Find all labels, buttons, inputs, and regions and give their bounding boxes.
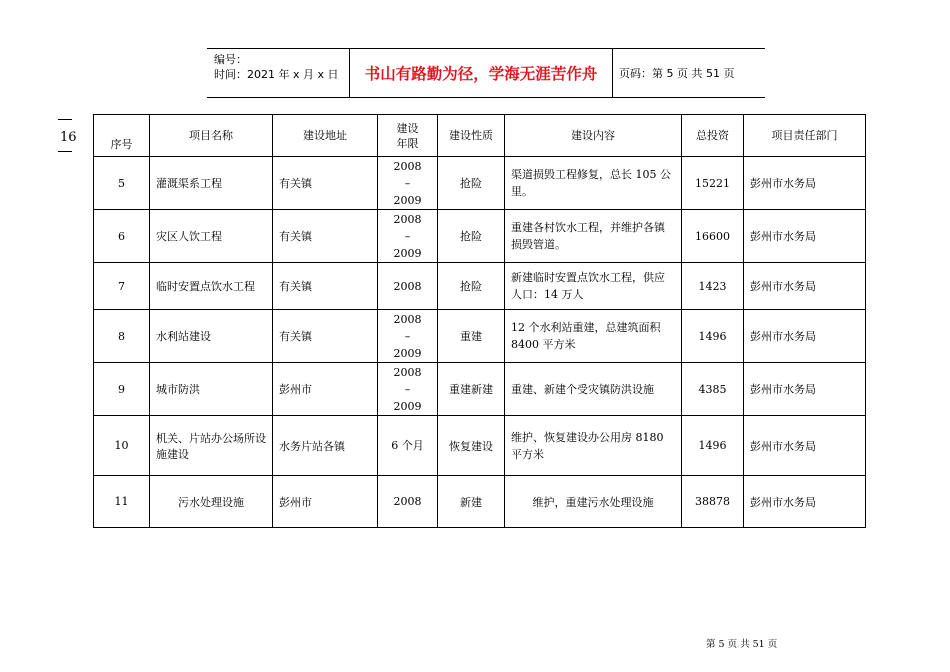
table-row [94,310,866,363]
cell-no: 10 [94,416,150,476]
year-line: – [404,176,411,190]
col-header-years: 建设 年限 [378,115,438,157]
cell-no: 8 [94,310,150,363]
cell-investment: 4385 [682,363,744,416]
cell-content: 重建、新建个受灾镇防洪设施 [505,363,682,416]
cell-dept: 彭州市水务局 [744,310,866,363]
table-row [94,210,866,263]
cell-content: 维护，重建污水处理设施 [505,476,682,528]
table-row [94,416,866,476]
page-code: 页码：第 5 页 共 51 页 [619,67,735,80]
cell-nature: 重建新建 [438,363,505,416]
cell-name: 水利站建设 [150,310,273,363]
document-header [207,48,765,98]
year-line: – [404,229,411,243]
cell-content: 新建临时安置点饮水工程，供应人口：14 万人 [505,263,682,310]
year-line: – [404,382,411,396]
cell-address: 有关镇 [273,263,378,310]
year-line: 2009 [393,346,422,360]
cell-no: 6 [94,210,150,263]
cell-years [378,416,438,476]
cell-years [378,263,438,310]
cell-name: 灌溉渠系工程 [150,157,273,210]
cell-investment: 15221 [682,157,744,210]
cell-years [378,157,438,210]
cell-name: 城市防洪 [150,363,273,416]
col-header-content: 建设内容 [505,115,682,157]
cell-no: 7 [94,263,150,310]
cell-content: 重建各村饮水工程，并维护各镇损毁管道。 [505,210,682,263]
cell-years [378,476,438,528]
year-line: 6 个月 [391,439,424,452]
time-label: 时间：2021 年 x 月 x 日 [214,68,339,81]
cell-address: 有关镇 [273,310,378,363]
cell-address: 有关镇 [273,157,378,210]
year-line: 2008 [393,159,422,173]
col-header-nature: 建设性质 [438,115,505,157]
year-line: 2009 [393,246,422,260]
cell-dept: 彭州市水务局 [744,263,866,310]
cell-address: 有关镇 [273,210,378,263]
motto: 书山有路勤为径，学海无涯苦作舟 [350,49,613,97]
col-header-investment: 总投资 [682,115,744,157]
cell-name: 机关、片站办公场所设施建设 [150,416,273,476]
year-line: 2008 [393,495,422,508]
year-line: 2008 [393,312,422,326]
side-page-number: 16 [60,130,77,145]
cell-dept: 彭州市水务局 [744,416,866,476]
year-line: 2008 [393,212,422,226]
year-line: – [404,329,411,343]
table-row [94,476,866,528]
cell-investment: 16600 [682,210,744,263]
cell-address: 彭州市 [273,363,378,416]
cell-address: 彭州市 [273,476,378,528]
cell-investment: 38878 [682,476,744,528]
col-header-name: 项目名称 [150,115,273,157]
side-rule-top [58,119,72,120]
side-rule-bottom [58,151,72,152]
cell-nature: 抢险 [438,157,505,210]
cell-content: 12 个水利站重建，总建筑面积 8400 平方米 [505,310,682,363]
cell-dept: 彭州市水务局 [744,363,866,416]
cell-content: 渠道损毁工程修复，总长 105 公里。 [505,157,682,210]
project-table [93,114,866,528]
header-meta [207,49,350,97]
cell-no: 9 [94,363,150,416]
col-header-no: 序号 [94,115,150,157]
cell-years [378,210,438,263]
cell-dept: 彭州市水务局 [744,210,866,263]
table-row [94,157,866,210]
cell-nature: 抢险 [438,210,505,263]
year-line: 2009 [393,193,422,207]
year-line: 2008 [393,365,422,379]
cell-no: 11 [94,476,150,528]
cell-dept: 彭州市水务局 [744,476,866,528]
cell-years [378,363,438,416]
cell-years [378,310,438,363]
cell-address: 水务片站各镇 [273,416,378,476]
cell-investment: 1496 [682,310,744,363]
number-label: 编号： [214,53,247,66]
page-footer: 第 5 页 共 51 页 [706,639,778,650]
cell-content: 维护、恢复建设办公用房 8180 平方米 [505,416,682,476]
cell-nature: 重建 [438,310,505,363]
table-header-row [94,115,866,157]
year-line: 2009 [393,399,422,413]
table-row [94,263,866,310]
cell-investment: 1423 [682,263,744,310]
col-header-dept: 项目责任部门 [744,115,866,157]
year-line: 2008 [393,279,422,293]
cell-nature: 新建 [438,476,505,528]
cell-dept: 彭州市水务局 [744,157,866,210]
cell-no: 5 [94,157,150,210]
col-header-address: 建设地址 [273,115,378,157]
cell-name: 临时安置点饮水工程 [150,263,273,310]
cell-name: 污水处理设施 [150,476,273,528]
cell-nature: 恢复建设 [438,416,505,476]
table-row [94,363,866,416]
cell-nature: 抢险 [438,263,505,310]
cell-investment: 1496 [682,416,744,476]
cell-name: 灾区人饮工程 [150,210,273,263]
